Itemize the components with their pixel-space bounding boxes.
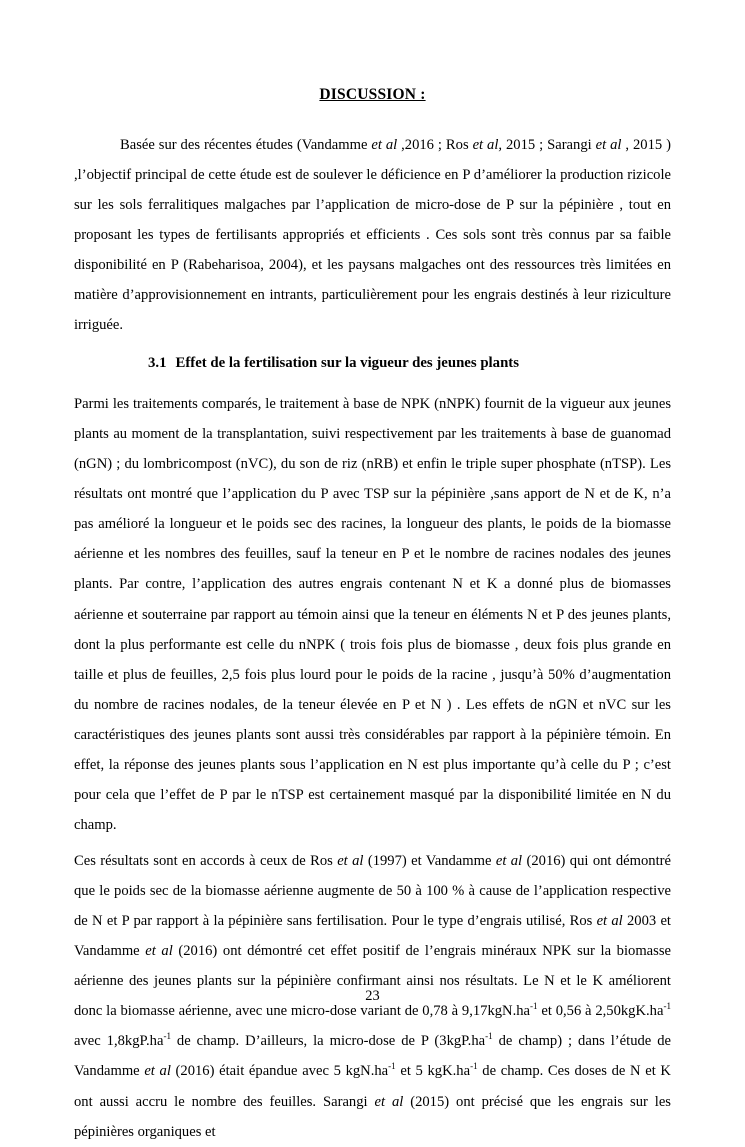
par3-text-5: (2016) ont démontré cet effet positif de l’engrais minéraux NPK sur la biomasse aérienne des jeunes plants sur la pépinière confirmant ainsi nos résultats. Le N et le K améliorent donc la biomasse aérienne, avec une micro-dose variant de 0,78 à 9,17kgN.ha: [74, 943, 671, 1020]
par3-text-2: (1997) et Vandamme: [363, 853, 496, 869]
par1-italic-2: et al,: [472, 137, 503, 153]
par3-text-4: 2003 et Vandamme: [74, 913, 671, 960]
par3-text-6: et 0,56 à 2,50kgK.ha: [537, 1003, 664, 1020]
par3-text-11: et 5 kgK.ha: [395, 1063, 471, 1080]
par3-italic-5: et al: [144, 1063, 171, 1080]
par3-text-1: Ces résultats sont en accords à ceux de Ros: [74, 853, 338, 869]
par3-sup-6: -1: [470, 1061, 478, 1072]
par1-text-4: , 2015 ) ,l’objectif principal de cette étude est de soulever le déficience en P d’améliorer la production rizicole sur les sols ferralitiques malgaches par l’application de micro-dose de P sur la pépinière , tout en proposant les types de fertilisants appropriés et efficients . Ces sols sont très connus par sa faible disponibilité en P (Rabeharisoa, 2004), et les paysans malgaches ont des ressources très limitées en matière d’approvisionnement en intrants, particulièrement pour les engrais destinés à leur riziculture irriguée.: [74, 137, 671, 334]
par3-italic-2: et al: [495, 853, 523, 869]
paragraph-intro: [74, 130, 671, 340]
par3-italic-6: et al: [374, 1093, 404, 1110]
page-title: DISCUSSION :: [319, 86, 426, 103]
par3-text-13: (2015) ont précisé que les engrais sur les pépinières organiques et: [74, 1093, 671, 1140]
par3-sup-5: -1: [388, 1061, 396, 1072]
section-heading: [74, 350, 671, 377]
par1-italic-1: et al: [371, 137, 398, 153]
par3-text-7: avec 1,8kgP.ha: [74, 1033, 164, 1050]
par3-italic-3: et al: [596, 913, 623, 930]
par1-italic-3: et al: [595, 137, 622, 153]
par3-italic-4: et al: [145, 943, 173, 960]
par3-italic-1: et al: [337, 853, 364, 869]
par3-text-3: (2016) qui ont démontré que le poids sec de la biomasse aérienne augmente de 50 à 100 % à cause de l’application respective de N et P par rapport à la pépinière sans fertilisation. Pour le type d’engrais utilisé, Ros: [74, 853, 671, 930]
par3-text-10: (2016) était épandue avec 5 kgN.ha: [170, 1063, 389, 1080]
par1-text-2: ,2016 ; Ros: [397, 137, 473, 153]
par3-sup-4: -1: [485, 1031, 493, 1042]
section-number: 3.1: [148, 355, 167, 372]
page-number: 23: [365, 988, 380, 1004]
par1-text-1: Basée sur des récentes études (Vandamme: [120, 137, 372, 153]
section-title: Effet de la fertilisation sur la vigueur des jeunes plants: [175, 355, 519, 372]
par3-text-12: de champ. Ces doses de N et K ont aussi accru le nombre des feuilles. Sarangi: [74, 1063, 671, 1110]
par3-text-8: de champ. D’ailleurs, la micro-dose de P (3kgP.ha: [170, 1033, 486, 1050]
par3-sup-2: -1: [663, 1001, 671, 1012]
par3-sup-1: -1: [530, 1001, 538, 1012]
par3-text-9: de champ) ; dans l’étude de Vandamme: [74, 1033, 671, 1080]
paragraph-vigueur: Parmi les traitements comparés, le traitement à base de NPK (nNPK) fournit de la vigueur aux jeunes plants au moment de la transplantation, suivi respectivement par les traitements à base de guanomad (nGN) ; du lombricompost (nVC), du son de riz (nRB) et enfin le triple super phosphate (nTSP). Les résultats ont montré que l’application du P avec TSP sur la pépinière ,sans apport de N et de K, n’a pas amélioré la longueur et le poids sec des racines, la longueur des plants, le poids de la biomasse aérienne et les nombres des feuilles, sauf la teneur en P et le nombre de racines nodales des jeunes plants. Par contre, l’application des autres engrais contenant N et K a donné plus de biomasses aérienne et souterraine par rapport au témoin ainsi que la teneur en éléments N et P des jeunes plants, dont la plus performante est celle du nNPK ( trois fois plus de biomasse , deux fois plus grande en taille et plus de feuilles, 2,5 fois plus lourd pour le poids de la racine , jusqu’à 50% d’augmentation du nombre de racines nodales, de la teneur élevée en P et N ) . Les effets de nGN et nVC sur les caractéristiques des jeunes plants sont aussi très considérables par rapport à la pépinière témoin. En effet, la réponse des jeunes plants sous l’application en N est plus importante qu’à celle du P ; c’est pour cela que l’effet de P par le nTSP est certainement masqué par la disponibilité limitée en N du champ.: [74, 396, 671, 833]
par1-text-3: 2015 ; Sarangi: [502, 137, 596, 153]
par3-sup-3: -1: [163, 1031, 171, 1042]
